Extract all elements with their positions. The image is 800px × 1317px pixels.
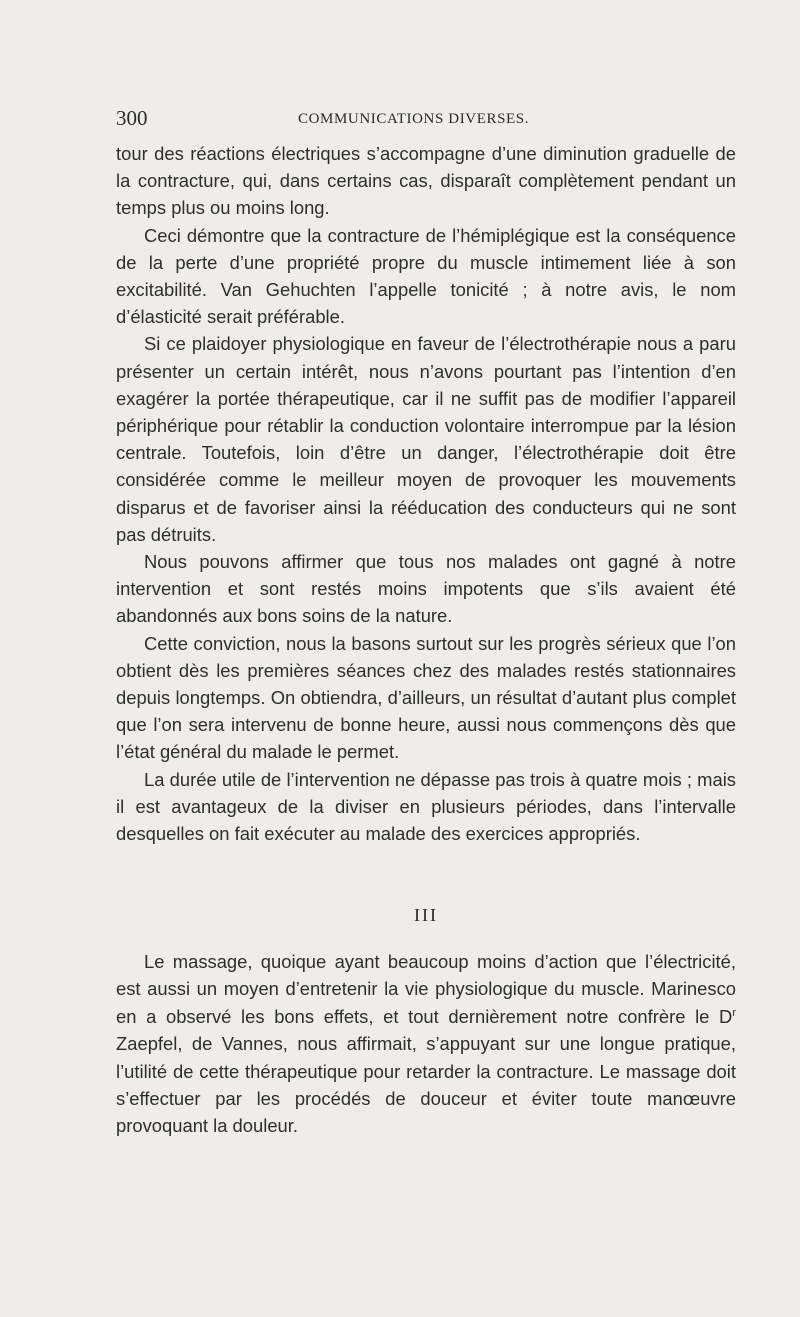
page-number: 300 [116, 106, 148, 130]
paragraph: Ceci démontre que la contracture de l’hémiplégique est la conséquence de la perte d’une propriété propre du muscle intimement liée à son excitabilité. Van Gehuchten l’appelle tonicité ; à notre avis, le nom d’élasticité serait préférable. [116, 224, 736, 328]
running-head [116, 106, 736, 134]
paragraph: Nous pouvons affirmer que tous nos malades ont gagné à notre intervention et sont restés moins impotents que s’ils avaient été abandonnés aux bons soins de la nature. [116, 551, 736, 627]
paragraph-text: Le massage, quoique ayant beaucoup moins d’action que l’électricité, est aussi un moyen d’entretenir la vie physiologique du muscle. Marinesco en a observé les bons effets, et tout dernièrement notre confrère le D [116, 951, 736, 1027]
paragraph [116, 948, 736, 1140]
section-heading: III [414, 905, 438, 925]
paragraph: La durée utile de l’intervention ne dépasse pas trois à quatre mois ; mais il est avantageux de la diviser en plusieurs périodes, dans l’intervalle desquelles on fait exécuter au malade des exercices appropriés. [116, 768, 736, 845]
running-title: COMMUNICATIONS DIVERSES. [298, 111, 530, 127]
paragraph: tour des réactions électriques s’accompagne d’une diminution graduelle de la contracture, qui, dans certains cas, disparaît complètement pendant un temps plus ou moins long. [116, 143, 736, 219]
paragraph: Cette conviction, nous la basons surtout sur les progrès sérieux que l’on obtient dès les premières séances chez des malades restés stationnaires depuis longtemps. On obtiendra, d’ailleurs, un résultat d’autant plus complet que l’on sera intervenu de bonne heure, aussi nous commençons dès que l’état général du malade le permet. [116, 632, 736, 763]
superscript: r [732, 1006, 736, 1019]
section-body-text [116, 948, 736, 1140]
paragraph: Si ce plaidoyer physiologique en faveur de l’électrothérapie nous a paru présenter un certain intérêt, nous n’avons pourtant pas l’intention d’en exagérer la portée thérapeutique, car il ne suffit pas de modifier l’appareil périphérique pour rétablir la conduction volontaire interrompue par la lésion centrale. Toutefois, loin d’être un danger, l’électrothérapie doit être considérée comme le meilleur moyen de provoquer les mouvements disparus et de favoriser ainsi la rééducation des conducteurs qui ne sont pas détruits. [116, 333, 736, 545]
body-text [116, 140, 736, 847]
paragraph-text: Zaepfel, de Vannes, nous affirmait, s’appuyant sur une longue pratique, l’utilité de cette thérapeutique pour retarder la contracture. Le massage doit s’effectuer par les procédés de douceur et éviter toute manœuvre provoquant la douleur. [116, 1033, 736, 1137]
